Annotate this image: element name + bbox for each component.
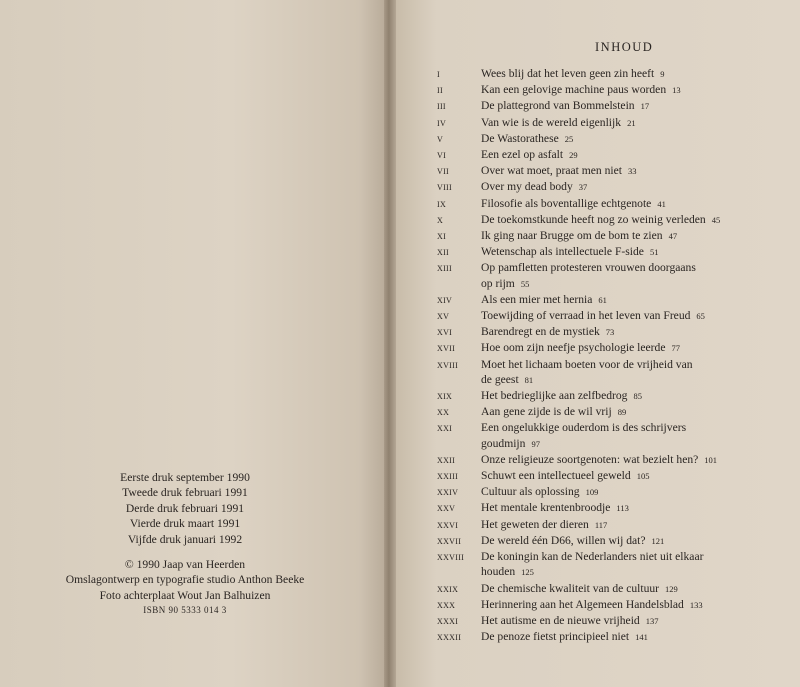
chapter-number: XI <box>437 232 447 242</box>
toc-entry <box>437 147 797 163</box>
table-of-contents <box>437 66 797 645</box>
chapter-number: XXI <box>437 424 453 434</box>
toc-entry <box>437 420 797 451</box>
toc-entry <box>437 66 797 82</box>
page-number: 51 <box>649 247 659 258</box>
toc-entry <box>437 500 797 516</box>
chapter-number: XXXI <box>437 616 459 626</box>
chapter-title: De penoze fietst principieel niet <box>481 630 630 644</box>
chapter-title-block <box>481 324 797 340</box>
chapter-title: De toekomstkunde heeft nog zo weinig verleden <box>481 212 706 226</box>
show-through-shadow <box>150 60 350 320</box>
page-number: 77 <box>671 343 680 354</box>
left-page <box>0 0 386 687</box>
chapter-number: XXV <box>437 504 456 514</box>
chapter-title-block <box>481 629 797 645</box>
page-number: 55 <box>520 278 530 289</box>
chapter-number: VI <box>437 151 447 161</box>
chapter-title-block <box>481 98 797 114</box>
chapter-number: XXII <box>437 455 456 465</box>
chapter-number: XVI <box>437 328 453 338</box>
toc-heading: INHOUD <box>595 40 654 54</box>
chapter-number: XII <box>437 248 450 258</box>
chapter-number: XX <box>437 408 450 418</box>
chapter-number: XXIII <box>437 472 459 482</box>
toc-entry <box>437 292 797 308</box>
chapter-title: Wees blij dat het leven geen zin heeft <box>481 67 655 80</box>
chapter-title-block <box>481 163 797 179</box>
page-number: 117 <box>594 519 608 530</box>
toc-entry <box>437 212 797 228</box>
chapter-title-block <box>481 452 797 468</box>
chapter-number: X <box>437 215 444 225</box>
chapter-title-block <box>481 404 797 420</box>
chapter-number: XXIX <box>437 584 459 594</box>
toc-entry <box>437 98 797 114</box>
chapter-title: Filosofie als boventallige echtgenote <box>481 196 652 210</box>
chapter-title-block <box>481 581 797 597</box>
toc-entry <box>437 581 797 597</box>
edition-line: Eerste druk september 1990 <box>120 471 250 484</box>
chapter-title: De plattegrond van Bommelstein <box>481 99 635 113</box>
chapter-number: XV <box>437 312 450 322</box>
page-number: 85 <box>633 391 642 402</box>
toc-entry <box>437 340 797 356</box>
page-number: 125 <box>521 567 534 578</box>
chapter-title-block <box>481 147 797 163</box>
page-number: 9 <box>660 69 665 79</box>
chapter-title: Een ezel op asfalt <box>481 148 564 162</box>
chapter-title-block <box>481 484 797 500</box>
chapter-number: XXXII <box>437 633 462 643</box>
chapter-title-block <box>481 500 797 516</box>
chapter-title: Hoe oom zijn neefje psychologie leerde <box>481 341 666 355</box>
isbn: ISBN 90 5333 014 3 <box>143 605 227 616</box>
toc-entry <box>437 244 797 260</box>
chapter-title-block <box>481 468 797 484</box>
page-number: 47 <box>668 231 678 242</box>
chapter-title: Als een mier met hernia <box>481 292 593 306</box>
colophon <box>40 470 330 619</box>
toc-entry <box>437 388 797 404</box>
chapter-title-block <box>481 66 797 82</box>
chapter-title: Op pamfletten protesteren vrouwen doorgaans <box>481 261 696 275</box>
chapter-title: Herinnering aan het Algemeen Handelsblad <box>481 597 684 611</box>
page-number: 33 <box>628 166 637 177</box>
toc-entry <box>437 196 797 212</box>
chapter-title-block <box>481 82 797 98</box>
toc-entry <box>437 163 797 179</box>
edition-line: Derde druk februari 1991 <box>125 501 245 515</box>
toc-entry <box>437 533 797 549</box>
chapter-number: XIV <box>437 295 453 305</box>
chapter-title: Een ongelukkige ouderdom is des schrijvers <box>481 421 687 435</box>
toc-entry <box>437 468 797 484</box>
page-number: 41 <box>657 198 666 209</box>
chapter-title-block <box>481 597 797 613</box>
chapter-title: Wetenschap als intellectuele F-side <box>481 245 644 259</box>
chapter-title: De koningin kan de Nederlanders niet uit elkaar <box>481 550 704 564</box>
toc-entry <box>437 131 797 147</box>
edition-line: Vijfde druk januari 1992 <box>127 532 243 546</box>
chapter-title-block <box>481 115 797 131</box>
toc-entry <box>437 357 797 388</box>
page-number: 17 <box>640 101 650 112</box>
toc-entry <box>437 452 797 468</box>
page-number: 133 <box>689 599 703 610</box>
photo-credit: Foto achterplaat Wout Jan Balhuizen <box>99 588 271 602</box>
page-number: 29 <box>569 150 578 161</box>
toc-entry <box>437 324 797 340</box>
page-number: 121 <box>651 535 665 546</box>
page-number: 105 <box>636 471 650 482</box>
chapter-number: XIX <box>437 392 453 402</box>
chapter-title: De chemische kwaliteit van de cultuur <box>481 581 660 595</box>
copyright-line: © 1990 Jaap van Heerden <box>124 558 246 572</box>
chapter-title-block <box>481 244 797 260</box>
page-number: 21 <box>627 117 636 128</box>
page-number: 97 <box>531 438 540 449</box>
chapter-title-block <box>481 517 797 533</box>
page-number: 101 <box>704 454 718 465</box>
toc-entry <box>437 629 797 645</box>
page-number: 129 <box>665 583 678 594</box>
chapter-title-block <box>481 212 797 228</box>
toc-entry <box>437 549 797 580</box>
chapter-title-block <box>481 292 797 308</box>
chapter-title: Schuwt een intellectueel geweld <box>481 469 631 483</box>
chapter-title: De Wastorathese <box>481 131 559 145</box>
chapter-title: Ik ging naar Brugge om de bom te zien <box>481 229 663 243</box>
edition-line: Tweede druk februari 1991 <box>122 486 248 500</box>
cover-credit: Omslagontwerp en typografie studio Anthon Beeke <box>65 573 305 587</box>
chapter-title-block <box>481 340 797 356</box>
chapter-title-block <box>481 260 797 291</box>
toc-entry <box>437 597 797 613</box>
chapter-title: Kan een gelovige machine paus worden <box>481 83 667 97</box>
page-number: 45 <box>711 214 721 225</box>
toc-entry <box>437 82 797 98</box>
page-number: 25 <box>564 133 574 144</box>
toc-entry <box>437 228 797 244</box>
chapter-number: VIII <box>437 183 452 193</box>
page-number: 37 <box>578 182 588 193</box>
chapter-title: Moet het lichaam boeten voor de vrijheid van <box>481 357 693 371</box>
chapter-title-continued: goudmijn <box>481 436 526 450</box>
toc-entry <box>437 404 797 420</box>
page-number: 89 <box>617 407 627 418</box>
chapter-title: Aan gene zijde is de wil vrij <box>481 405 612 419</box>
toc-entry <box>437 308 797 324</box>
book-gutter <box>384 0 396 687</box>
chapter-title: Toewijding of verraad in het leven van Freud <box>481 309 691 323</box>
chapter-title: Het autisme en de nieuwe vrijheid <box>481 613 640 627</box>
chapter-number: XVII <box>437 344 456 354</box>
page-number: 81 <box>524 374 534 385</box>
page-number: 137 <box>645 615 659 626</box>
chapter-number: XXIV <box>437 488 459 498</box>
page-number: 65 <box>696 311 705 322</box>
chapter-title: Barendregt en de mystiek <box>481 325 600 339</box>
toc-entry <box>437 115 797 131</box>
toc-entry <box>437 179 797 195</box>
chapter-title-block <box>481 420 797 451</box>
chapter-title: De wereld één D66, willen wij dat? <box>481 533 646 547</box>
page-number: 113 <box>616 503 629 514</box>
chapter-title: Het mentale krentenbroodje <box>481 501 611 515</box>
toc-entry <box>437 484 797 500</box>
chapter-title-continued: houden <box>481 565 516 579</box>
chapter-title-block <box>481 131 797 147</box>
chapter-title-continued: op rijm <box>481 276 515 290</box>
chapter-title-block <box>481 196 797 212</box>
chapter-number: IV <box>437 118 447 128</box>
chapter-number: I <box>437 70 440 79</box>
chapter-number: V <box>437 134 444 144</box>
page-number: 109 <box>585 487 599 498</box>
chapter-number: XXVIII <box>437 553 465 563</box>
edition-line: Vierde druk maart 1991 <box>129 517 241 531</box>
chapter-title: Van wie is de wereld eigenlijk <box>481 115 622 129</box>
chapter-number: II <box>437 86 443 96</box>
chapter-title: Het bedrieglijke aan zelfbedrog <box>481 389 628 403</box>
toc-entry <box>437 517 797 533</box>
chapter-title: Cultuur als oplossing <box>481 485 580 499</box>
chapter-number: III <box>437 102 446 112</box>
page-number: 73 <box>605 327 615 338</box>
chapter-title-block <box>481 308 797 324</box>
chapter-title-block <box>481 357 797 388</box>
chapter-title: Onze religieuze soortgenoten: wat bezielt hen? <box>481 452 699 466</box>
chapter-title-block <box>481 613 797 629</box>
page-number: 141 <box>635 632 648 643</box>
chapter-title-block <box>481 549 797 580</box>
toc-entry <box>437 260 797 291</box>
chapter-title: Over my dead body <box>481 180 573 194</box>
chapter-title-block <box>481 533 797 549</box>
chapter-number: XXVI <box>437 520 459 530</box>
chapter-title-block <box>481 388 797 404</box>
chapter-title-block <box>481 228 797 244</box>
chapter-number: IX <box>437 199 447 209</box>
page-number: 13 <box>672 85 681 96</box>
chapter-number: XIII <box>437 264 452 274</box>
chapter-number: XXX <box>437 600 456 610</box>
chapter-title: Over wat moet, praat men niet <box>481 164 623 178</box>
chapter-title-block <box>481 179 797 195</box>
chapter-number: XVIII <box>437 360 459 370</box>
chapter-number: XXVII <box>437 536 462 546</box>
chapter-title: Het geweten der dieren <box>481 517 589 531</box>
toc-entry <box>437 613 797 629</box>
chapter-title-continued: de geest <box>481 372 519 386</box>
chapter-number: VII <box>437 167 450 177</box>
page-number: 61 <box>598 294 607 305</box>
